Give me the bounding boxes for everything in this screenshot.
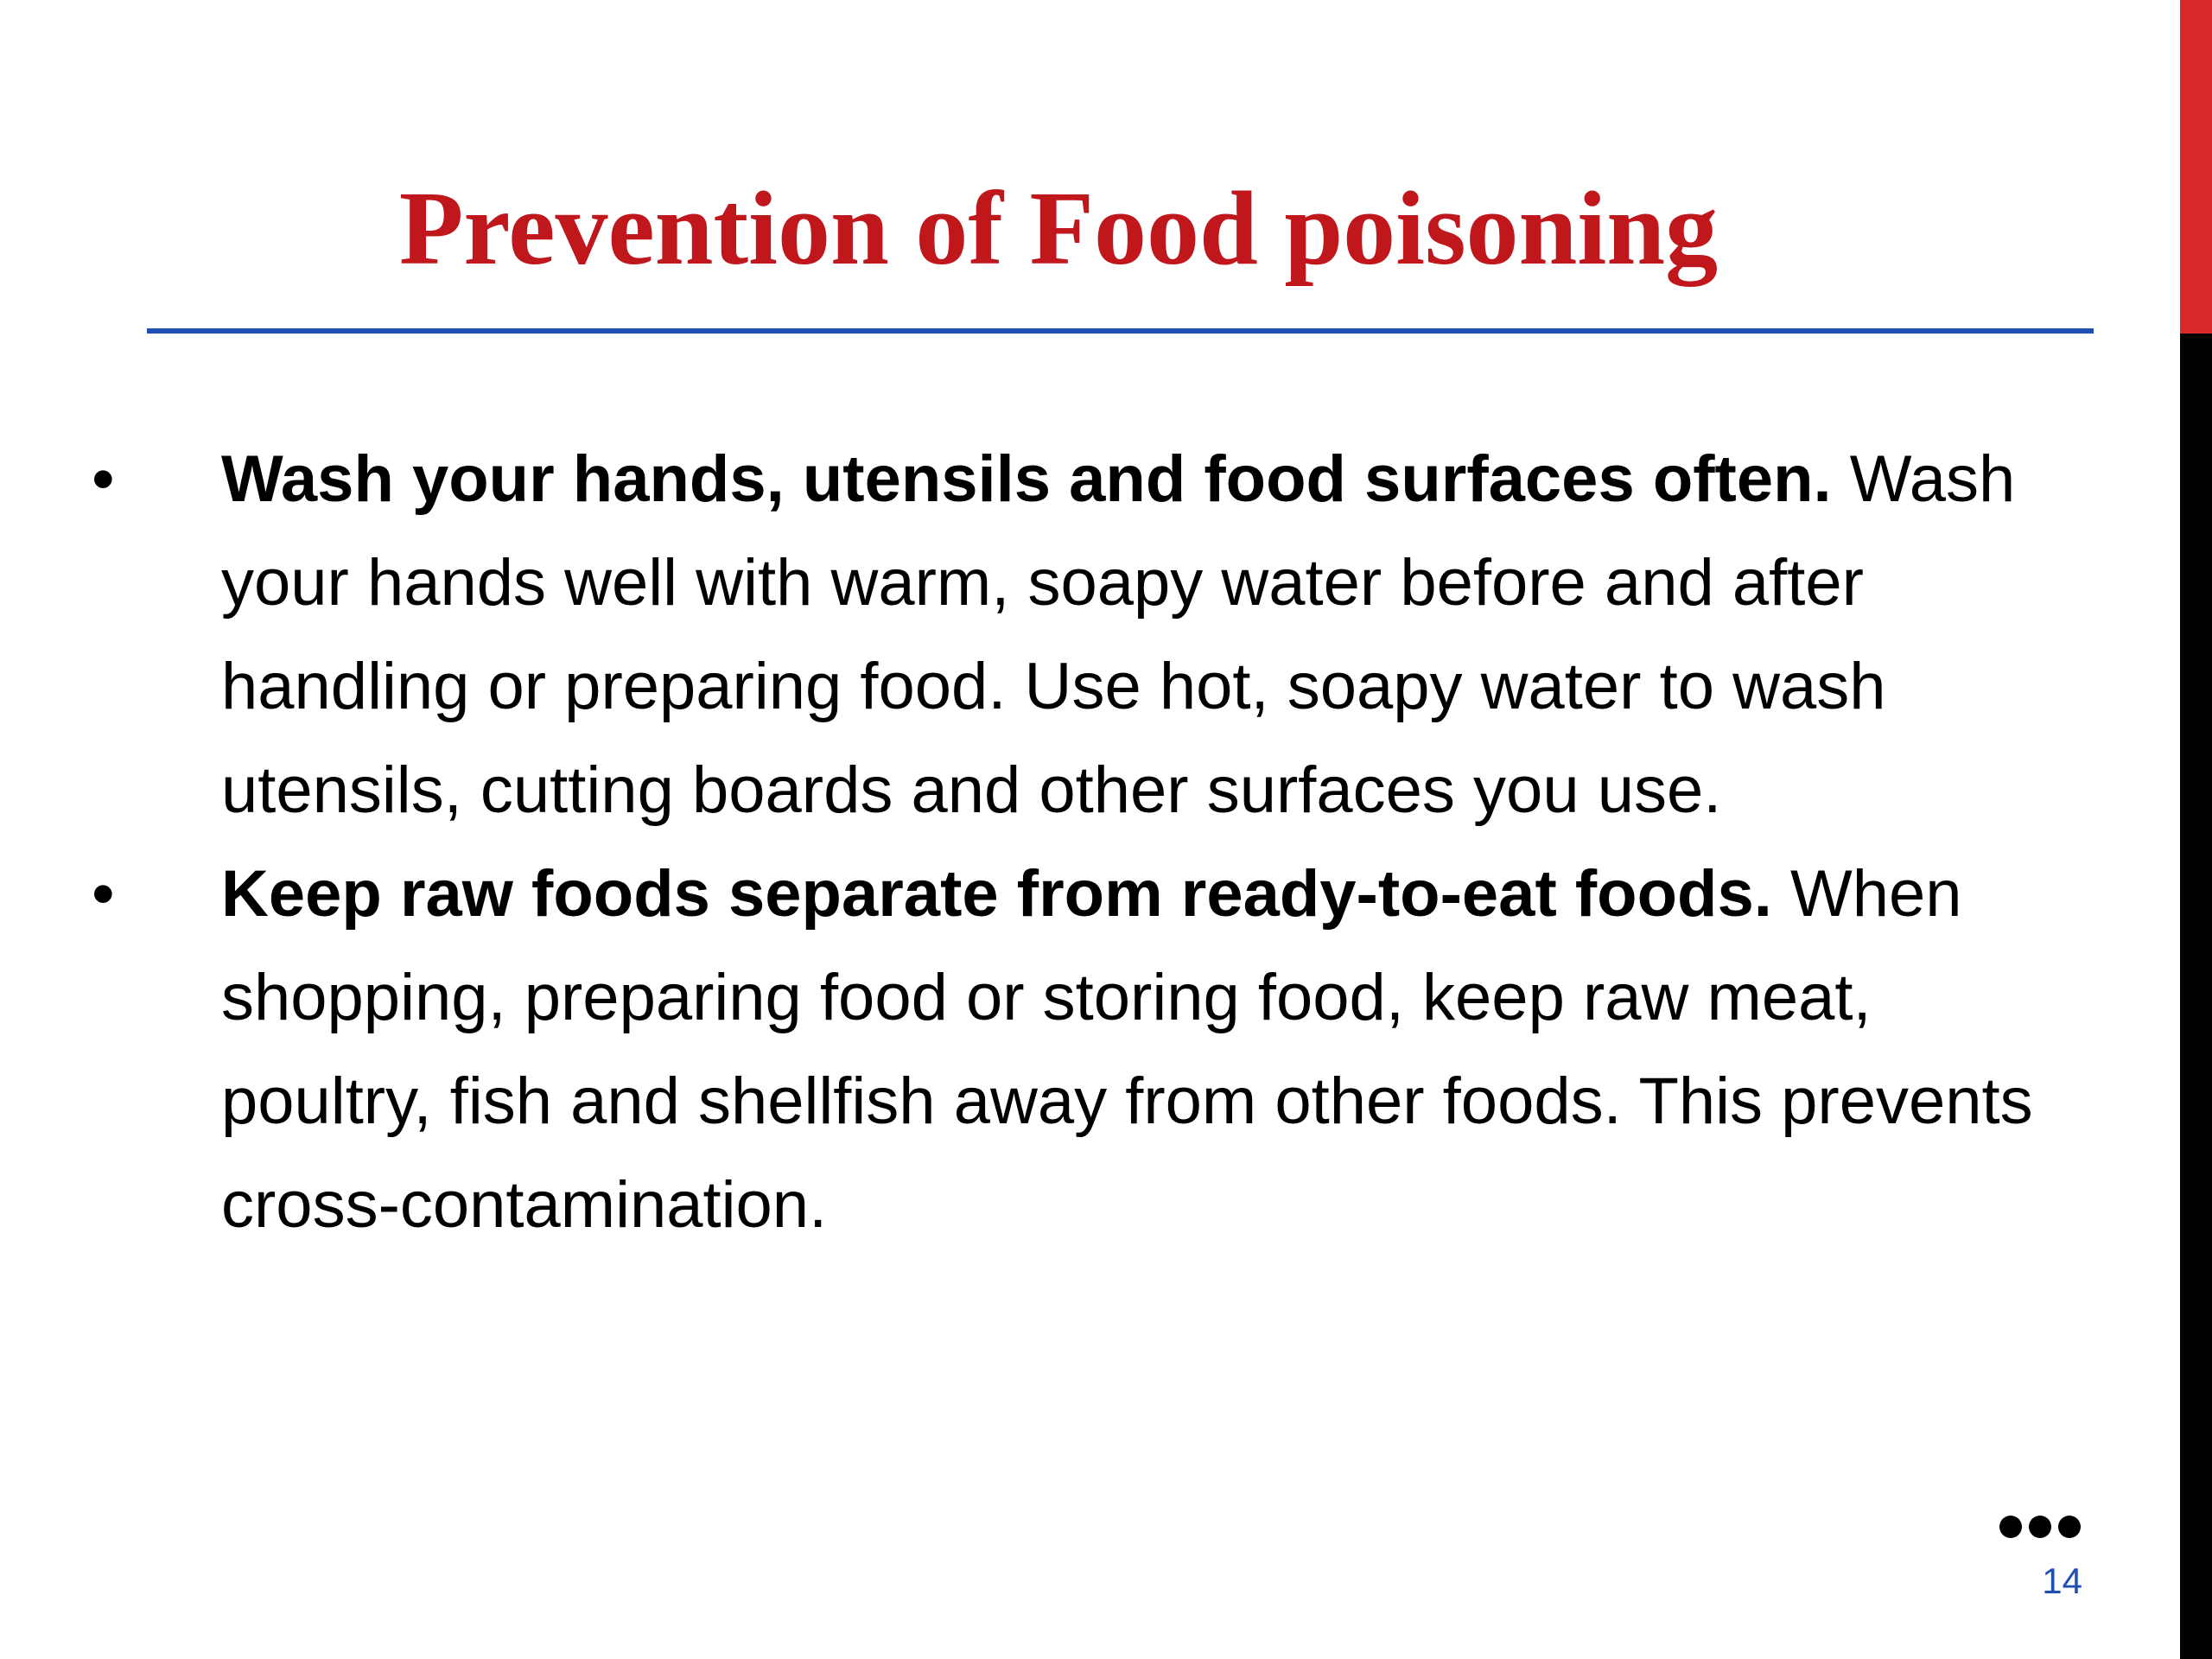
slide-title: Prevention of Food poisoning <box>398 170 1719 287</box>
bullet-lead-text: Wash your hands, utensils and food surfaces often. <box>221 442 1832 516</box>
bullet-body-text: Wash your hands well with warm, soapy water before and after handling or preparing food. Use hot, soapy water to wash utensils, cutting boards and other surfaces you use. <box>221 442 2016 827</box>
ellipsis-dot <box>2058 1516 2081 1538</box>
page-number: 14 <box>2042 1560 2082 1601</box>
bullet-marker: • <box>92 857 115 931</box>
edge-accent-red <box>2180 0 2212 334</box>
ellipsis-dot <box>1999 1516 2022 1538</box>
title-divider <box>147 328 2094 334</box>
bullet-lead-text: Keep raw foods separate from ready-to-eat foods. <box>221 857 1772 931</box>
edge-accent-black <box>2180 334 2212 1659</box>
bullet-marker: • <box>92 442 115 516</box>
ellipsis-dot <box>2029 1516 2051 1538</box>
bullet-list <box>86 428 2100 1257</box>
bullet-item <box>86 428 2100 842</box>
ellipsis-icon <box>1999 1514 2081 1540</box>
bullet-body-text: When shopping, preparing food or storing food, keep raw meat, poultry, fish and shellfish away from other foods. This prevents cross-contamination. <box>221 857 2033 1242</box>
bullet-item <box>86 842 2100 1257</box>
